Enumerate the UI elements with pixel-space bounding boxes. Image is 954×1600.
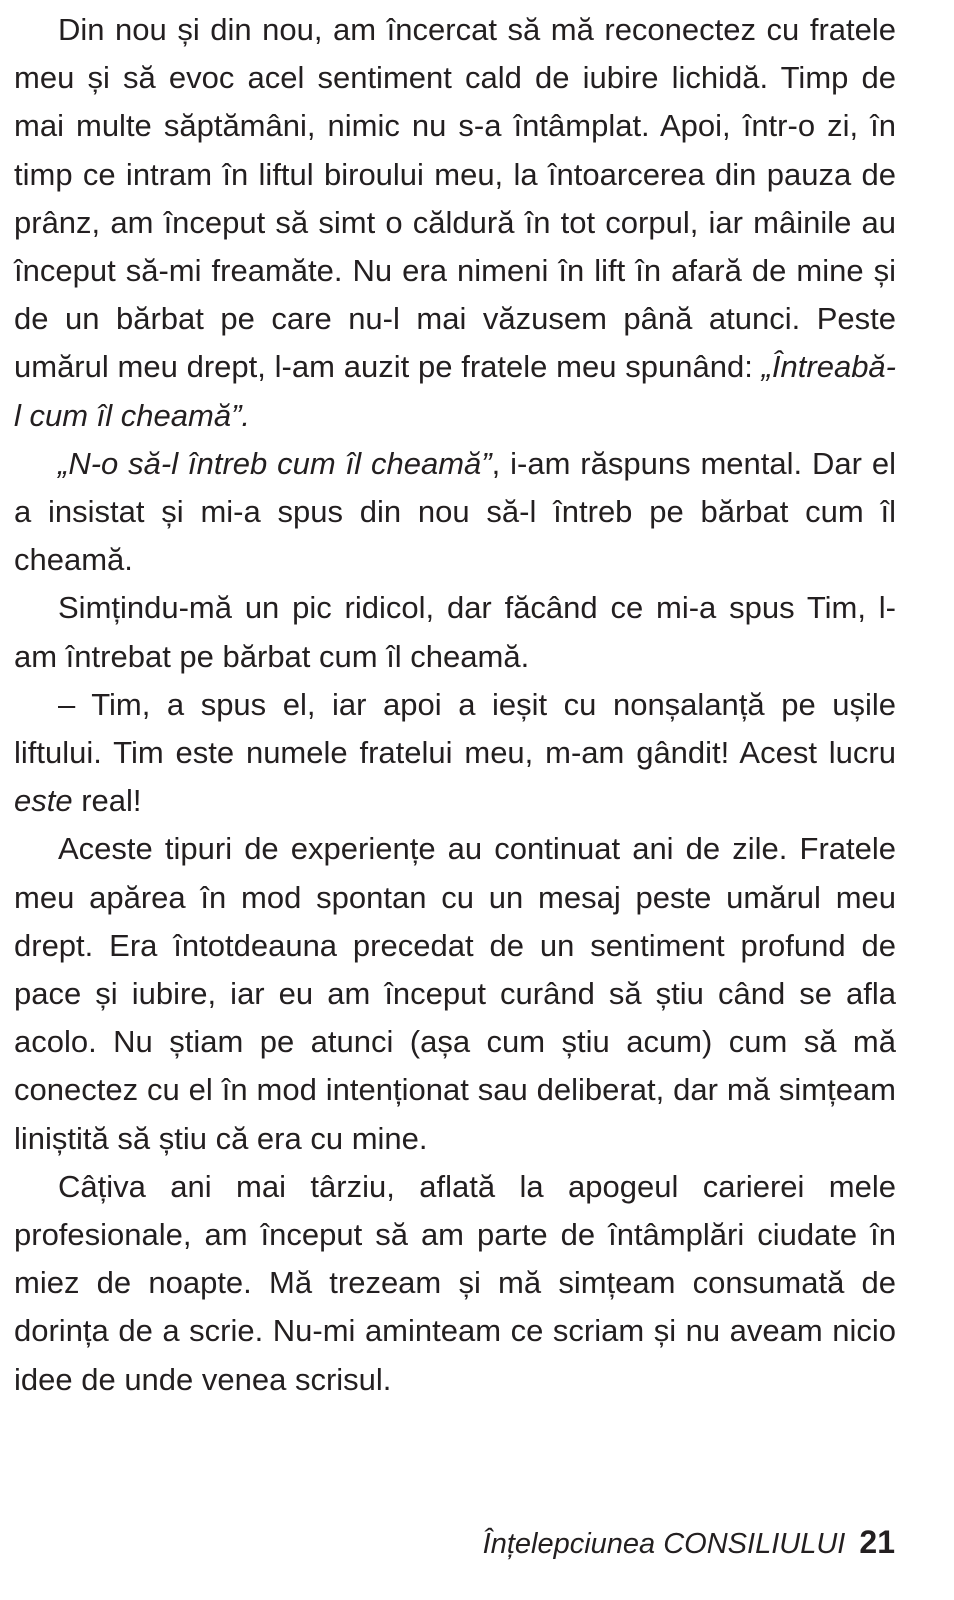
paragraph-text: Aceste tipuri de experiențe au continuat ani de zile. Fratele meu apărea în mod spontan cu un mesaj peste umărul meu drept. Era întotdeauna precedat de un sentiment profund de pace și iubire, iar eu am început curând să știu când se afla acolo. Nu știam pe atunci (așa cum știu acum) cum să mă conectez cu el în mod intenționat sau deliberat, dar mă simțeam liniștită să știu că era cu mine. xyxy=(14,831,896,1156)
paragraph xyxy=(14,440,896,585)
italic-quote: „Întreabă-l cum îl cheamă”. xyxy=(14,349,896,433)
paragraph xyxy=(14,6,896,440)
page-footer xyxy=(0,1524,895,1562)
paragraph-text: Simțindu-mă un pic ridicol, dar făcând ce mi-a spus Tim, l-am întrebat pe bărbat cum îl cheamă. xyxy=(14,590,896,674)
paragraph-text: Câțiva ani mai târziu, aflată la apogeul carierei mele profesionale, am început să am parte de întâmplări ciudate în miez de noapte. Mă trezeam și mă simțeam consumată de dorința de a scrie. Nu-mi aminteam ce scriam și nu aveam nicio idee de unde venea scrisul. xyxy=(14,1168,896,1397)
italic-emphasis: este xyxy=(14,783,73,819)
paragraph xyxy=(14,1163,896,1404)
paragraph xyxy=(14,825,896,1162)
page-number: 21 xyxy=(859,1524,895,1560)
paragraph xyxy=(14,584,896,680)
italic-quote: „N-o să-l întreb cum îl cheamă” xyxy=(58,445,492,481)
paragraph-text: , i-am răspuns mental. Dar el a insistat și mi-a spus din nou să-l întreb pe bărbat cum îl cheamă. xyxy=(14,445,896,578)
paragraph-text: Din nou și din nou, am încercat să mă reconectez cu fratele meu și să evoc acel sentiment cald de iubire lichidă. Timp de mai multe săptămâni, nimic nu s-a întâmplat. Apoi, într-o zi, în timp ce intram în liftul biroului meu, la întoarcerea din pauza de prânz, am început să simt o căldură în tot corpul, iar mâinile au început să-mi freamăte. Nu era nimeni în lift în afară de mine și de un bărbat pe care nu-l mai văzusem până atunci. Peste umărul meu drept, l-am auzit pe fratele meu spunând: xyxy=(14,12,896,385)
paragraph-text: real! xyxy=(72,783,142,819)
paragraph-text: – Tim, a spus el, iar apoi a ieșit cu nonșalanță pe ușile liftului. Tim este numele fratelui meu, m-am gândit! Acest lucru xyxy=(14,686,896,771)
book-title: Înțelepciunea CONSILIULUI xyxy=(482,1528,846,1560)
page-body xyxy=(14,6,896,1404)
paragraph xyxy=(14,681,896,826)
